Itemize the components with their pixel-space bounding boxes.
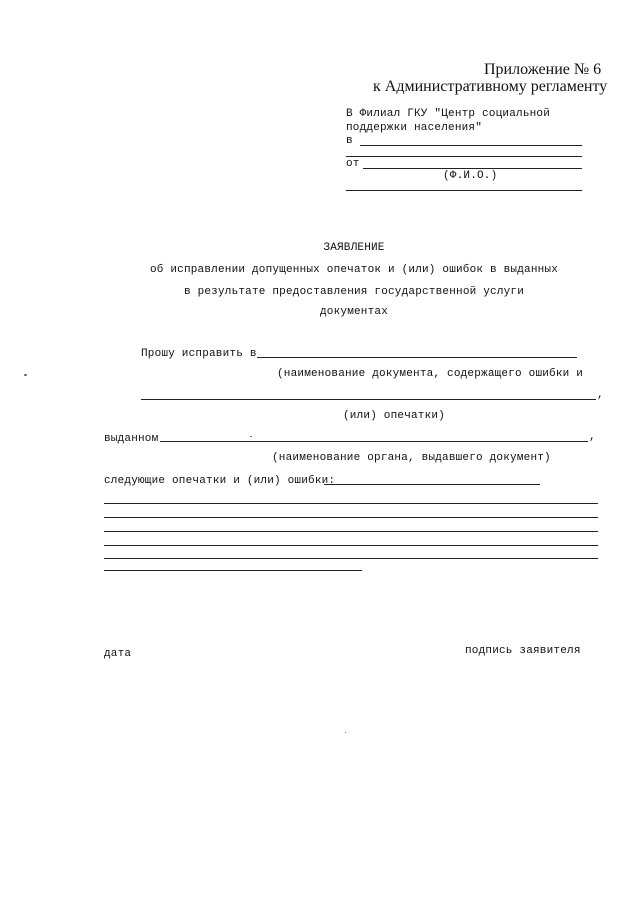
scan-speck bbox=[250, 436, 252, 437]
title-line-3: документах bbox=[319, 306, 388, 318]
to-prefix: в bbox=[346, 135, 353, 147]
document-heading: ЗАЯВЛЕНИЕ bbox=[323, 242, 385, 254]
from-prefix: от bbox=[346, 158, 360, 170]
line-comma-2: , bbox=[589, 431, 596, 443]
scan-speck bbox=[345, 732, 346, 733]
title-line-1: об исправлении допущенных опечаток и (или) ошибок в выданных bbox=[149, 264, 559, 276]
to-field-line[interactable] bbox=[360, 145, 582, 146]
signature-label: подпись заявителя bbox=[465, 645, 581, 657]
issuing-organ-line[interactable] bbox=[160, 441, 588, 442]
errors-line-7[interactable] bbox=[104, 570, 362, 571]
errors-line-2[interactable] bbox=[104, 503, 598, 504]
scan-speck bbox=[24, 374, 27, 376]
addressee-line-2: поддержки населения" bbox=[346, 122, 483, 134]
appendix-title: Приложение № 6 bbox=[484, 61, 602, 78]
issued-prefix: выданном bbox=[104, 433, 159, 445]
to-field-line-2[interactable] bbox=[346, 156, 582, 157]
date-label: дата bbox=[104, 648, 132, 660]
addressee-line-1: В Филиал ГКУ "Центр социальной bbox=[346, 108, 551, 120]
from-field-line-2[interactable] bbox=[346, 190, 582, 191]
title-line-2: в результате предоставления государственной услуги bbox=[183, 286, 525, 298]
organ-caption: (наименование органа, выдавшего документ) bbox=[272, 452, 551, 464]
document-name-line-2[interactable] bbox=[141, 399, 596, 400]
line-comma-1: , bbox=[597, 389, 604, 401]
request-prefix: Прошу исправить в bbox=[141, 348, 257, 360]
document-name-line[interactable] bbox=[257, 357, 577, 358]
appendix-subtitle: к Административному регламенту bbox=[373, 78, 608, 95]
errors-line-3[interactable] bbox=[104, 517, 598, 518]
document-caption-1: (наименование документа, содержащего ошибки и bbox=[277, 368, 584, 380]
errors-line-5[interactable] bbox=[104, 545, 598, 546]
errors-line-6[interactable] bbox=[104, 558, 598, 559]
errors-line-4[interactable] bbox=[104, 531, 598, 532]
document-caption-2: (или) опечатки) bbox=[343, 410, 446, 422]
from-field-line[interactable] bbox=[363, 168, 582, 169]
errors-line-1[interactable] bbox=[324, 484, 540, 485]
errors-prefix: следующие опечатки и (или) ошибки: bbox=[104, 475, 336, 487]
fio-caption: (Ф.И.О.) bbox=[443, 170, 498, 182]
